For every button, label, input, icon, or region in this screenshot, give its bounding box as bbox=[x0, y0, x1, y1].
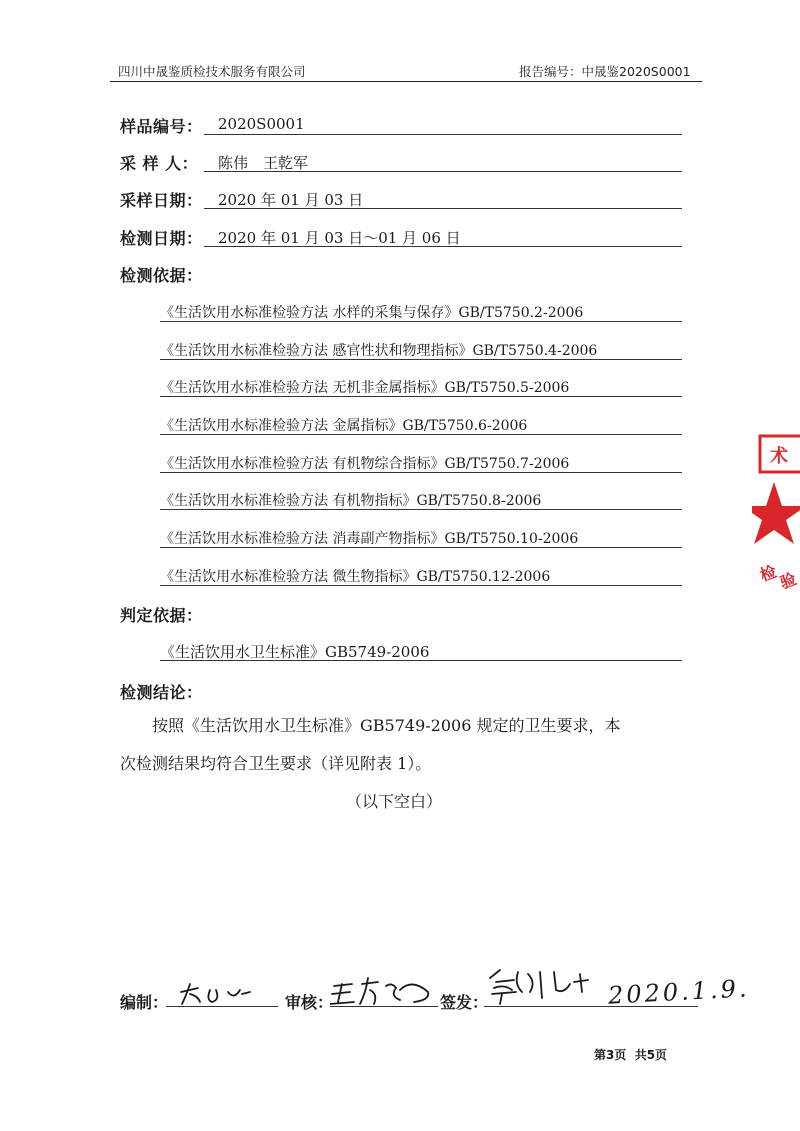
header-company: 四川中晟鉴质检技术服务有限公司 bbox=[118, 64, 306, 79]
standard-item: 《生活饮用水标准检验方法 水样的采集与保存》GB/T5750.2-2006 bbox=[160, 305, 584, 321]
standard-underline bbox=[160, 321, 682, 322]
standard-item: 《生活饮用水标准检验方法 消毒副产物指标》GB/T5750.10-2006 bbox=[160, 531, 579, 547]
standard-underline bbox=[160, 472, 682, 473]
sampler-label: 采 样 人： bbox=[120, 154, 199, 173]
page-number: 第3页 共5页 bbox=[594, 1048, 668, 1062]
sampling-date-label: 采样日期： bbox=[120, 191, 203, 210]
approved-signature bbox=[484, 964, 604, 1008]
standard-item: 《生活饮用水标准检验方法 无机非金属指标》GB/T5750.5-2006 bbox=[160, 380, 570, 396]
basis-label: 检测依据： bbox=[120, 266, 203, 285]
svg-text:检: 检 bbox=[757, 561, 780, 586]
sampler-value: 陈伟 王乾军 bbox=[218, 154, 309, 172]
standard-item: 《生活饮用水标准检验方法 微生物指标》GB/T5750.12-2006 bbox=[160, 569, 551, 585]
svg-text:术: 术 bbox=[770, 446, 788, 467]
standard-underline bbox=[160, 396, 682, 397]
standard-underline bbox=[160, 509, 682, 510]
signature-date: 2020.1.9. bbox=[607, 974, 751, 1010]
standard-underline bbox=[160, 585, 682, 586]
sampling-date-value: 2020 年 01 月 03 日 bbox=[218, 191, 364, 209]
judgement-label: 判定依据： bbox=[120, 606, 203, 625]
sampler-underline bbox=[204, 171, 682, 172]
header-report-no: 报告编号：中晟鉴2020S0001 bbox=[519, 64, 691, 79]
standard-item: 《生活饮用水标准检验方法 有机物综合指标》GB/T5750.7-2006 bbox=[160, 456, 570, 472]
reviewed-signature bbox=[330, 974, 440, 1010]
sampling-date-underline bbox=[204, 208, 682, 209]
blank-note: （以下空白） bbox=[346, 792, 443, 811]
compiled-label: 编制： bbox=[120, 993, 169, 1012]
test-date-value: 2020 年 01 月 03 日～01 月 06 日 bbox=[218, 229, 461, 247]
conclusion-line1: 按照《生活饮用水卫生标准》GB5749-2006 规定的卫生要求，本 bbox=[152, 716, 621, 735]
compiled-signature bbox=[176, 978, 276, 1010]
standard-underline bbox=[160, 359, 682, 360]
test-date-underline bbox=[204, 246, 682, 247]
svg-text:验: 验 bbox=[777, 569, 799, 593]
standard-underline bbox=[160, 547, 682, 548]
sample-no-underline bbox=[204, 134, 682, 135]
standard-item: 《生活饮用水标准检验方法 有机物指标》GB/T5750.8-2006 bbox=[160, 493, 542, 509]
judgement-standard: 《生活饮用水卫生标准》GB5749-2006 bbox=[160, 643, 430, 661]
conclusion-line2: 次检测结果均符合卫生要求（详见附表 1）。 bbox=[120, 754, 432, 773]
conclusion-label: 检测结论： bbox=[120, 683, 203, 702]
reviewed-label: 审核： bbox=[285, 993, 334, 1012]
sample-no-value: 2020S0001 bbox=[218, 115, 305, 133]
standard-underline bbox=[160, 434, 682, 435]
header-rule bbox=[110, 81, 702, 82]
test-date-label: 检测日期： bbox=[120, 229, 203, 248]
standard-item: 《生活饮用水标准检验方法 金属指标》GB/T5750.6-2006 bbox=[160, 418, 528, 434]
judgement-underline bbox=[160, 660, 682, 661]
sample-no-label: 样品编号： bbox=[120, 117, 203, 136]
standard-item: 《生活饮用水标准检验方法 感官性状和物理指标》GB/T5750.4-2006 bbox=[160, 343, 598, 359]
official-seal bbox=[752, 428, 800, 598]
approved-label: 签发： bbox=[440, 993, 489, 1012]
